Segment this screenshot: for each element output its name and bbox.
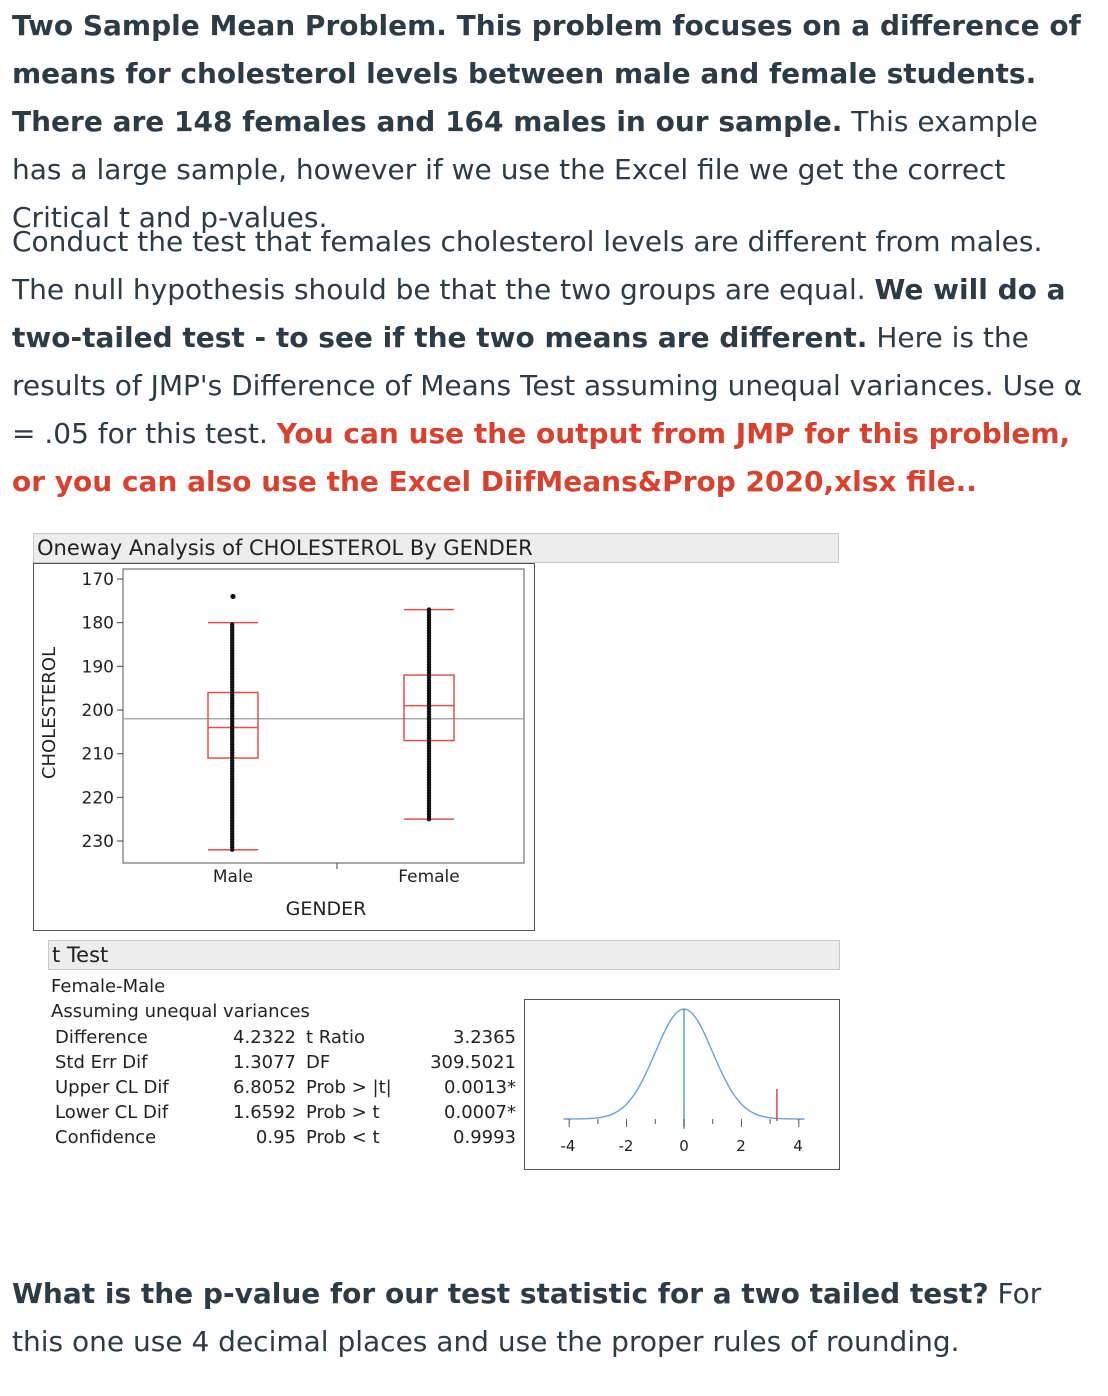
stat-label-std-err: Std Err Dif [55,1052,148,1073]
y-axis [82,570,337,869]
x-axis-label: GENDER [285,898,367,920]
intro-bold-text: Two Sample Mean Problem. This problem focuses on a difference of means for cholesterol levels between male and female students. There are 148 females and 164 males in our sample. [12,9,1081,138]
y-tick-label: 190 [81,657,114,678]
plot-area [123,569,524,863]
stat-value-confidence: 0.95 [255,1127,296,1148]
stat-value-df: 309.5021 [430,1052,516,1073]
t-distribution-plot [524,999,841,1171]
dist-tick-2: 2 [736,1137,746,1155]
stat-label-lower-cl: Lower CL Dif [55,1102,169,1123]
stat-value-upper-cl: 6.8052 [233,1077,296,1098]
stat-value-prob-lower: 0.9993 [453,1127,516,1148]
stat-value-prob-two-tail: 0.0013* [444,1077,516,1098]
instructions-text-2: Here is the results of JMP's Difference of Means Test assuming unequal variances. Use α = .05 for this test. [12,321,1083,450]
y-tick-label: 210 [81,744,114,765]
y-tick-label: 180 [81,613,114,634]
instructions-red-text: You can use the output from JMP for this problem, or you can also use the Excel DiifMeans&Prop 2020,xlsx file.. [12,417,1071,498]
x-category-male: Male [212,867,254,887]
stat-value-difference: 4.2322 [233,1027,296,1048]
dist-tick-neg4: -4 [560,1137,576,1155]
stat-name-prob-upper: Prob > t [306,1102,380,1123]
intro-paragraph [12,2,1092,242]
stat-label-difference: Difference [55,1027,148,1048]
y-tick-label: 220 [81,788,114,809]
oneway-plot [33,563,535,931]
data-point [427,607,431,611]
stat-name-prob-lower: Prob < t [306,1127,380,1148]
dist-tick-0: 0 [679,1137,689,1155]
stat-value-std-err: 1.3077 [233,1052,296,1073]
stat-value-lower-cl: 1.6592 [233,1102,296,1123]
stat-value-prob-upper: 0.0007* [444,1102,516,1123]
ttest-comparison: Female-Male [51,976,166,997]
question-bold-text: What is the p-value for our test statistic for a two tailed test? [12,1277,989,1310]
stat-label-upper-cl: Upper CL Dif [55,1077,169,1098]
y-tick-label: 170 [81,570,114,590]
question-normal-text: For this one use 4 decimal places and use the proper rules of rounding. [12,1277,1042,1358]
dist-tick-4: 4 [793,1137,803,1155]
oneway-report-header: Oneway Analysis of CHOLESTEROL By GENDER [33,533,839,563]
instructions-text-1: Conduct the test that females cholesterol levels are different from males. The null hypothesis should be that the two groups are equal. [12,225,1043,306]
outlier-point [230,594,235,599]
stat-value-t-ratio: 3.2365 [453,1027,516,1048]
stat-name-prob-two-tail: Prob > |t| [306,1077,392,1098]
dist-tick-neg2: -2 [618,1137,634,1155]
x-category-female: Female [398,867,460,887]
instructions-bold-text: We will do a two-tailed test - to see if the two means are different. [12,273,1066,354]
question-paragraph [12,1270,1092,1366]
ttest-report-header: t Test [48,940,840,970]
instructions-paragraph [12,218,1092,506]
data-point [230,622,234,626]
y-tick-label: 230 [81,832,114,852]
y-axis-label: CHOLESTEROL [39,646,60,780]
stat-name-t-ratio: t Ratio [306,1027,365,1048]
intro-normal-text: This example has a large sample, however if we use the Excel file we get the correct Critical t and p-values. [12,105,1038,234]
y-tick-label: 200 [81,701,114,721]
stat-name-df: DF [306,1052,331,1073]
ttest-assumption: Assuming unequal variances [51,1001,310,1022]
plot-marks [123,594,524,852]
stat-label-confidence: Confidence [55,1127,157,1148]
